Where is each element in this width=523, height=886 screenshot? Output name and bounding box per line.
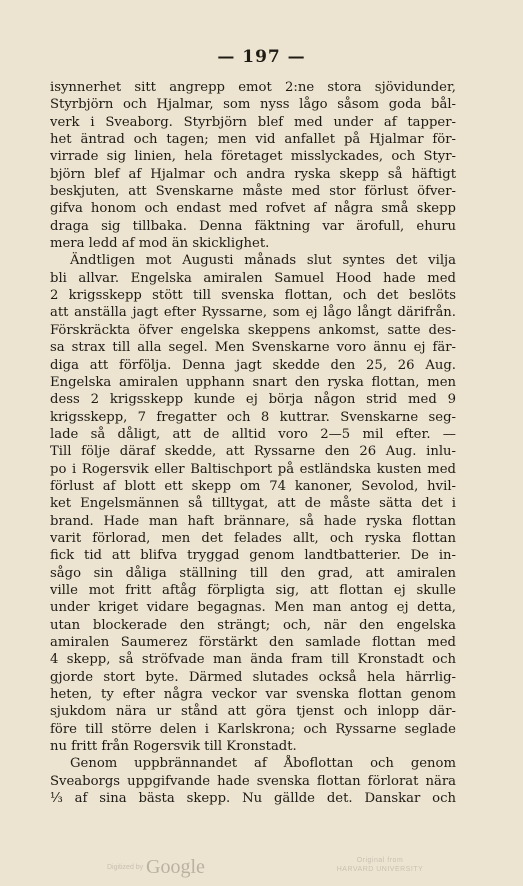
text-line: po i Rogersvik eller Baltischport på estländska kusten med xyxy=(50,461,456,477)
text-line: gifva honom och endast med rofvet af några små skepp xyxy=(50,201,456,217)
text-line: Sveaborgs uppgifvande hade svenska flottan förlorat nära xyxy=(50,773,456,789)
text-line: förlust af blott ett skepp om 74 kanoner, Sevolod, hvil- xyxy=(50,478,456,494)
text-line: verk i Sveaborg. Styrbjörn blef med under af tapper- xyxy=(50,114,456,130)
text-line: Engelska amiralen upphann snart den ryska flottan, men xyxy=(50,374,456,390)
text-line: 4 skepp, så ströfvade man ända fram till Kronstadt och xyxy=(50,652,456,668)
page-number: — 197 — xyxy=(217,47,306,67)
text-line: ville mot fritt aftåg förpligta sig, att flottan ej skulle xyxy=(50,582,456,598)
text-line: dess 2 krigsskepp kunde ej börja någon strid med 9 xyxy=(50,392,456,408)
text-line: Till följe däraf skedde, att Ryssarne den 26 Aug. inlu- xyxy=(50,444,456,460)
text-line: sjukdom nära ur stånd att göra tjenst och inlopp där- xyxy=(50,704,456,720)
text-line: diga att förfölja. Denna jagt skedde den 25, 26 Aug. xyxy=(50,357,456,373)
harvard-university-label: HARVARD UNIVERSITY xyxy=(336,866,424,873)
text-line: ket Engelsmännen så tilltygat, att de måste sätta det i xyxy=(50,496,456,512)
body-text xyxy=(50,79,456,807)
text-line: bli allvar. Engelska amiralen Samuel Hood hade med xyxy=(50,270,456,286)
text-line: Styrbjörn och Hjalmar, som nyss lågo såsom goda bål- xyxy=(50,97,456,113)
text-line: ⅓ af sina bästa skepp. Nu gällde det. Danskar och xyxy=(50,791,456,807)
text-line: heten, ty efter några veckor var svenska flottan genom xyxy=(50,687,456,703)
text-line: Genom uppbrännandet af Åboflottan och genom xyxy=(70,756,456,772)
text-line: sa strax till alla segel. Men Svenskarne voro ännu ej fär- xyxy=(50,340,456,356)
text-line: nu fritt från Rogersvik till Kronstadt. xyxy=(50,739,297,755)
text-line: sågo sin dåliga ställning till den grad, att amiralen xyxy=(50,565,456,581)
google-watermark: Google xyxy=(146,856,205,878)
text-line: fick tid att blifva tryggad genom landtbatterier. De in- xyxy=(50,548,456,564)
text-line: beskjuten, att Svenskarne måste med stor förlust öfver- xyxy=(50,184,456,200)
text-line: brand. Hade man haft brännare, så hade ryska flottan xyxy=(50,513,456,529)
text-line: Förskräckta öfver engelska skeppens ankomst, satte des- xyxy=(50,322,456,338)
text-line: isynnerhet sitt angrepp emot 2:ne stora sjövidunder, xyxy=(50,80,456,95)
digitized-by-label: Digitized by xyxy=(107,864,144,871)
original-from-watermark xyxy=(320,856,440,874)
text-line: före till större delen i Karlskrona; och Ryssarne seglade xyxy=(50,721,456,737)
original-from-label: Original from xyxy=(356,857,404,864)
text-line: utan blockerade den strängt; och, när den engelska xyxy=(50,617,456,633)
text-line: att anställa jagt efter Ryssarne, som ej lågo långt därifrån. xyxy=(50,305,456,321)
text-line: under kriget vidare begagnas. Men man antog ej detta, xyxy=(50,600,456,616)
text-line: krigsskepp, 7 fregatter och 8 kuttrar. Svenskarne seg- xyxy=(50,409,456,425)
text-line: het äntrad och tagen; men vid anfallet på Hjalmar för- xyxy=(50,132,456,148)
text-line: lade så dåligt, att de alltid voro 2—5 mil efter. — xyxy=(50,426,456,442)
text-line: 2 krigsskepp stött till svenska flottan, och det beslöts xyxy=(50,288,456,304)
text-line: gjorde stort byte. Därmed slutades också hela härrlig- xyxy=(50,669,456,685)
text-line: björn blef af Hjalmar och andra ryska skepp så häftigt xyxy=(50,166,456,182)
text-line: draga sig tillbaka. Denna fäktning var ärofull, ehuru xyxy=(50,218,456,234)
text-line: mera ledd af mod än skicklighet. xyxy=(50,236,270,252)
text-line: virrade sig linien, hela företaget misslyckades, och Styr- xyxy=(50,149,456,165)
text-line: varit förlorad, men det felades allt, och ryska flottan xyxy=(50,530,456,546)
text-line: Ändtligen mot Augusti månads slut syntes det vilja xyxy=(70,253,456,269)
text-line: amiralen Saumerez förstärkt den samlade flottan med xyxy=(50,635,456,650)
digitization-footer xyxy=(0,856,523,882)
